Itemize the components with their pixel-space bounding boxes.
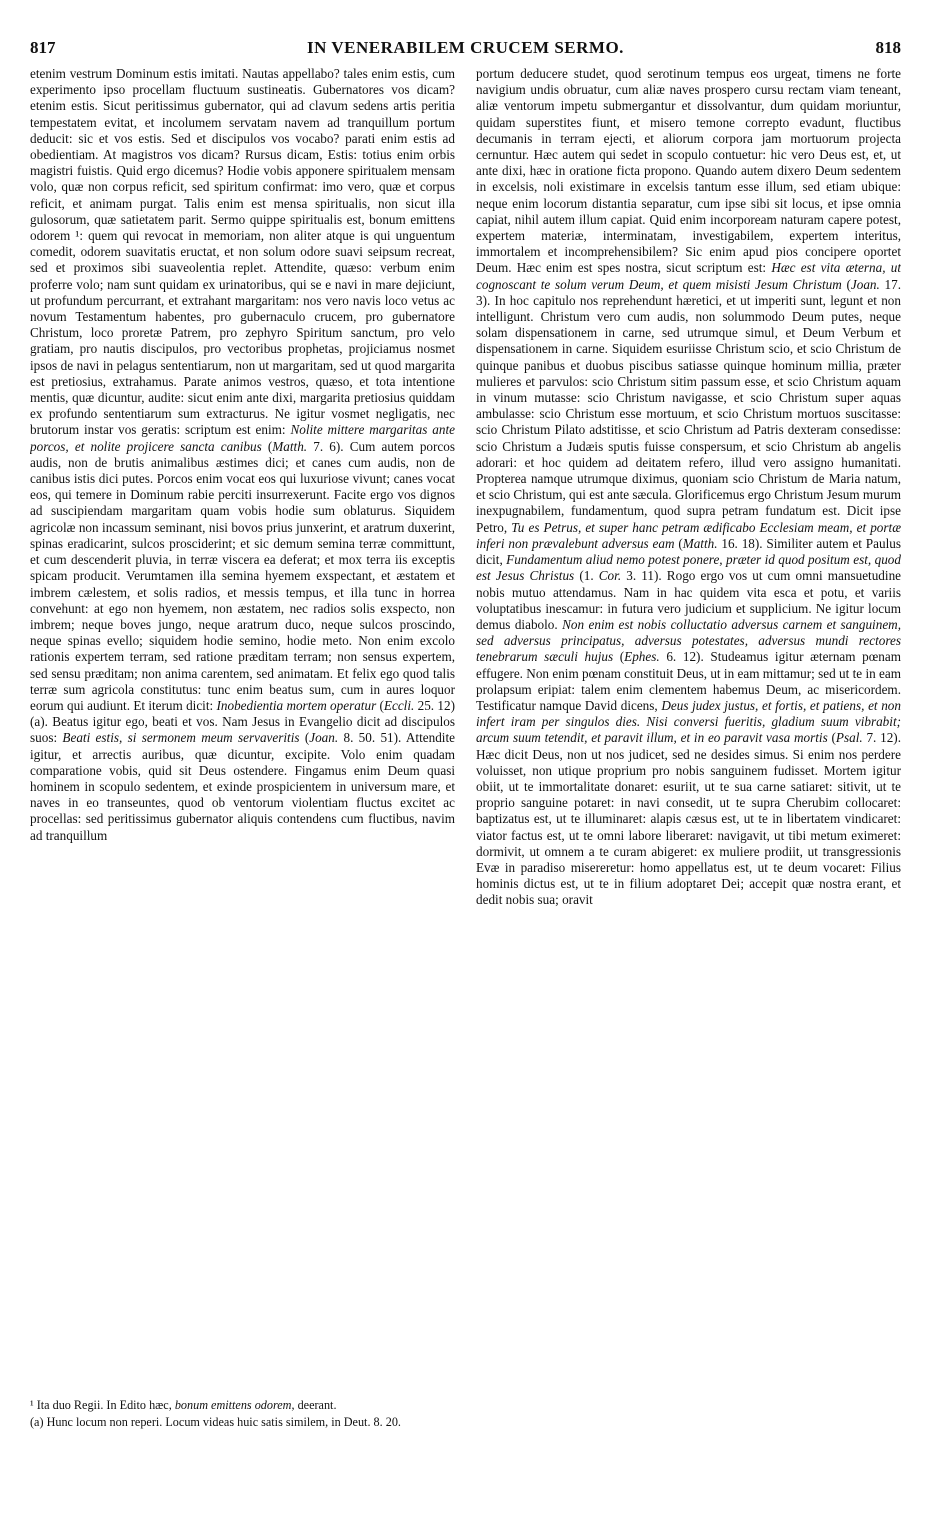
- left_column-text-run: 8. 50. 51). Attendite igitur, et arrectis auribus, quæ dicuntur, excipite. Volo enim quadam comparatione vobis, quid sit Deus ostendere. Fingamus enim Deum quasi hominem in scopulo sedentem, et exinde prospicientem in universum mare, et naves in eo transeuntes, quod ob ventorum violentiam fluctus excitet ac procellas: sed peritissimus gubernator aliquis contendens cum fluctibus, navim ad tranquillum: [30, 730, 455, 843]
- right_column-text-run: (1.: [574, 568, 599, 584]
- right_column-italic-run: Ephes.: [624, 649, 660, 665]
- right-text-column: [476, 66, 901, 1516]
- right_column-italic-run: Joan.: [850, 276, 880, 292]
- left_column-text-run: 25. 12) (a). Beatus igitur ego, beati et vos. Nam Jesus in Evangelio dicit ad discipulos suos:: [30, 697, 455, 746]
- left-text-column: [30, 66, 455, 1486]
- left_column-italic-run: Eccli.: [383, 697, 415, 713]
- footnote-text-run: ¹ Ita duo Regii. In Edito hæc,: [30, 1398, 175, 1412]
- right_column-italic-run: Psal.: [835, 730, 863, 746]
- right_column-text-run: 6. 12). Studeamus igitur æternam pœnam effugere. Non enim pœnam constituit Deus, ut in eam mittamur; sed ut te in eam prolapsum eripiat: talem enim clementem habemus Deum, ac misericordem. Testificatur namque David dicens,: [476, 649, 901, 713]
- right_column-italic-run: Deus judex justus, et fortis, et patiens, et non infert iram per singulos dies. Nisi conversi fueritis, gladium suum vibrabit; arcum suum tetendit, et paravit illum, et in eo paravit vasa mortis: [476, 697, 901, 746]
- right_column-italic-run: Matth.: [682, 535, 718, 551]
- right_column-italic-run: Fundamentum aliud nemo potest ponere, præter id quod positum est, quod est Jesus Christus: [476, 552, 901, 584]
- footnote: [30, 1415, 455, 1430]
- footnote-text-run: deerant.: [294, 1398, 337, 1412]
- running-header: [30, 38, 901, 60]
- right_column-text-run: 16. 18). Similiter autem et Paulus dicit,: [476, 535, 901, 568]
- left_column-text-run: 7. 6). Cum autem porcos audis, non de brutis animalibus æstimes dici; et canes cum audis, non de canibus istis dici putes. Porcos enim vocat eos qui luxuriose vivunt; canes vocat eos, qui temere in Dominum rabie perciti insurrexerunt. Facite ergo vos dignos ad suscipiendam margaritam quam vobis hodie sum oblaturus. Siquidem agricolæ non incassum seminant, nisi bovos prius junxerint, et aratrum duxerint, spinas eradicarint, sulcos prosciderint; et sic demum semina terræ committunt, et cum descenderit pluvia, in terræ viscera ea deferat; et mox terra iis exceptis spicam producit. Verumtamen illa semina hyemem exspectant, et æstatem et imbrem cælestem, et solis radios, et messis tempus, et illa tunc in horrea convehunt: at ego non hyemem, non æstatem, nec radios solis exspecto, non imbrem; neque boves jungo, neque aratrum duco, neque sulcos proscindo, neque spinas evello; siquidem hodie semino, hodie meto. Non enim excolo rationis expertem terram, sed ratione præditam terram; non sensus expertem, sed sensu præditam; non anima carentem, sed animatam. Et felix ego quod talis terræ sum agricola constitutus: tunc enim beatus sum, cum in aures loquor eorum qui audiunt. Et iterum dicit:: [30, 438, 455, 713]
- right_column-text-run: (: [827, 730, 836, 746]
- footnote: [30, 1398, 455, 1413]
- right_column-text-run: 3. 11). Rogo ergo vos ut cum omni mansuetudine nobis mutuo attendamus. Nam in hac quidem vita esca et potu, et variis voluptatibus inescamur: in futura vero judicium et supplicium. Ne igitur locum demus diabolo.: [476, 568, 901, 632]
- footnotes: [30, 1398, 455, 1432]
- left-column-paragraph: [30, 66, 455, 844]
- footnote-text-run: (a) Hunc locum non reperi. Locum videas huic satis similem, in Deut. 8. 20.: [30, 1415, 401, 1429]
- right_column-italic-run: Hæc est vita æterna, ut cognoscant te solum verum Deum, et quem misisti Jesum Christum: [476, 260, 901, 292]
- left_column-italic-run: Beati estis, si sermonem meum servaveritis: [62, 730, 300, 746]
- right_column-text-run: portum deducere studet, quod serotinum tempus eos urgeat, timens ne forte navigium undis obruatur, cum aliæ naves prospero cursu rectam viam teneant, aliæ ventorum impetu submergantur et dissolvantur, dum quidam moriuntur, quidam superstites fiunt, et misero temone correpto evadunt, fluctibus decumanis in terram ejecti, et aliorum corpora jam mortuorum projecta cernuntur. Hæc autem qui sedet in scopulo contuetur: hic vero Deus est, et, ut ante dixi, hæc in oratione ficta propono. Quando autem dixero Deum sedentem in excelsis, noli existimare in excelsis tantum esse illum, sed etiam ubique: neque enim locorum distantia separatur, cum ipse sibi sit locus, et ipse omnia capiat, nihil autem illum capiat. Quid enim incorpoream naturam capere potest, expertem materiæ, interminatam, investigabilem, expertem interitus, immortalem et incomprehensibilem? Sic enim apud pios concipere oportet Deum. Hæc enim est spes nostra, sicut scriptum est:: [476, 66, 901, 276]
- left_column-italic-run: Joan.: [309, 730, 339, 746]
- footnote-italic-run: bonum emittens odorem,: [174, 1398, 295, 1412]
- left_column-italic-run: Matth.: [272, 438, 308, 454]
- running-title: IN VENERABILEM CRUCEM SERMO.: [307, 38, 624, 57]
- left_column-italic-run: Inobedientia mortem operatur: [216, 697, 377, 713]
- right_column-text-run: (: [674, 535, 683, 551]
- right-column-paragraph: [476, 66, 901, 909]
- right_column-text-run: 7. 12). Hæc dicit Deus, non ut nos judicet, sed ne desides simus. Si enim nos perdere voluisset, non utique proprium pro nobis sanguinem fudisset. Mortem igitur obiit, ut te immortalitate donaret: esuriit, ut te sua carne satiaret: sitivit, ut te proprio sanguine potaret: in navi consedit, ut te supra Cherubim collocaret: baptizatus est, ut te illuminaret: alapis cæsus est, ut te in libertatem vindicaret: viator factus est, ut te omni labore liberaret: navigavit, ut tibi metum eximeret: dormivit, ut omnem a te curam abigeret: ex muliere prodiit, ut transgressionis Evæ in paradiso misereretur: homo appellatus est, ut te deum vocaret: Filius hominis dictus est, ut te in filium adoptaret Dei; accepit quæ nostra erant, et dedit nobis sua; oravit: [476, 730, 901, 908]
- right_column-italic-run: Non enim est nobis colluctatio adversus carnem et sanguinem, sed adversus principatus, adversus potestates, adversus mundi rectores tenebrarum sæculi hujus: [476, 616, 901, 665]
- left_column-text-run: (: [376, 697, 384, 713]
- page-number-left: 817: [30, 38, 56, 57]
- right_column-text-run: (: [841, 276, 851, 292]
- right_column-text-run: 17. 3). In hoc capitulo nos reprehendunt hæretici, et ut imperiti sunt, legunt et non intelligunt. Christum vero cum audis, non solummodo Deum putes, neque solam dispensationem in carne, sed utrumque simul, et Deum Verbum et dispensationem in carne. Siquidem esuriisse Christum scio, et scio Christum de quinque panibus et duobus piscibus satiasse quinque hominum millia, præter mulieres et parvulos: scio Christum sitim passum esse, et scio Christum aquam in vinum mutasse: scio Christum navigasse, et scio Christum super aquas ambulasse: scio Christum esse mortuum, et scio Christum mortuos suscitasse: scio Christum Pilato adstitisse, et scio Christum ad Patris dexteram consedisse: scio Christum a Judæis sputis fuisse conspersum, et scio Christum ab angelis adorari: et hoc quidem ad deitatem refero, illud vero assigno humanitati. Propterea namque utrumque diximus, quoniam scio Christum de Maria natum, et scio Christum, qui est ante sæcula. Glorificemus ergo Christum Jesum murum inexpugnabilem, fundamentum, quod supra petram fundatum est. Dicit ipse Petro,: [476, 276, 901, 535]
- left_column-text-run: (: [299, 730, 310, 746]
- right_column-italic-run: Tu es Petrus, et super hanc petram ædificabo Ecclesiam meam, et portæ inferi non prævalebunt adversus eam: [476, 519, 901, 551]
- left_column-text-run: etenim vestrum Dominum estis imitati. Nautas appellabo? tales enim estis, cum experimento ipso procellam fluctuum sustineatis. Gubernatores vos dicam? etenim estis. Sicut peritissimus gubernator, qui ad clavum sedens artis peritia tempestatem evitat, et incolumem servatam navem ad tranquillum portum deducit: sic et vos estis. Sed et discipulos vos vocabo? parati enim estis ad obedientiam. At magistros vos dicam? Rursus dicam, Estis: totius enim orbis magistri fuistis. Quid ergo dicemus? Hodie vobis apponere spiritualem mensam volo, quæ non corpus reficit, sed spiritum confirmat: imo vero, quæ et corpus reficit, et animam purgat. Talis enim est mensa spiritualis, non sicut illa gulosorum, quæ satietatem parit. Sermo quippe spiritualis est, bonum emittens odorem ¹: quem qui revocat in memoriam, non aliter atque is qui unguentum comedit, odorem suavitatis eructat, et non solum odore suavi seipsum recreat, sed et proximos sibi suaveolentia replet. Attendite, quæso: verbum enim proferre volo; nam sunt quidam ex urinatoribus, qui se e navi in mare dejiciunt, ut profundum percurrant, et extrahant margaritam: nos vero navis loco vetus ac novum Testamentum habentes, pro gubernaculo crucem, pro gubernatore Christum, loco proretæ Patrem, pro zephyro Spiritum sanctum, pro velo gratiam, pro nautis discipulos, pro vectoribus prophetas, projiciamus nosmet ipsos de navi in pelagus sententiarum, non ut margaritam, sed ut quod margarita est pretiosius, extrahamus. Parate animos vestros, quæso, et tota intentione mentis, quæ dicuntur, audite: sicut enim ante dixi, margarita pretiosius quiddam ex profundo sententiarum sum extracturus. Ne igitur vosmet negligatis, nec brutorum instar vos geratis: scriptum est enim:: [30, 66, 455, 438]
- right_column-text-run: (: [613, 649, 625, 665]
- left_column-text-run: (: [261, 438, 273, 454]
- left_column-italic-run: Nolite mittere margaritas ante porcos, et nolite projicere sancta canibus: [30, 422, 455, 454]
- page-number-right: 818: [875, 38, 901, 57]
- right_column-italic-run: Cor.: [598, 568, 622, 584]
